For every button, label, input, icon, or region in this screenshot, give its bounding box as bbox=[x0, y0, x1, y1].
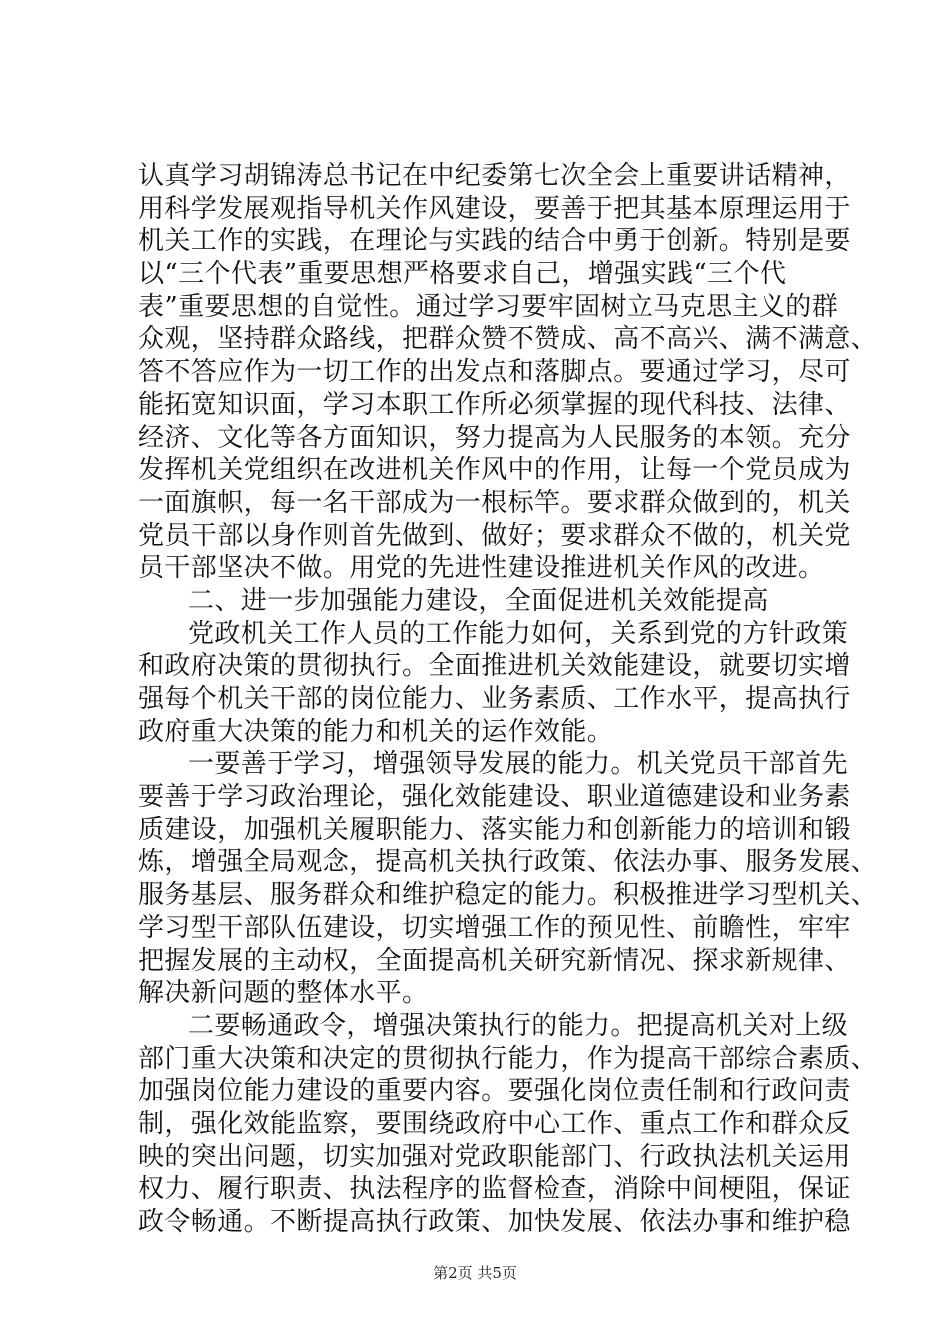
text-line: 二、进一步加强能力建设，全面促进机关效能提高 bbox=[188, 585, 769, 616]
text-line: 制，强化效能监察，要围绕政府中心工作、重点工作和群众反 bbox=[138, 1108, 851, 1139]
text-line: 用科学发展观指导机关作风建设，要善于把其基本原理运用于 bbox=[138, 193, 851, 224]
text-line: 认真学习胡锦涛总书记在中纪委第七次全会上重要讲话精神， bbox=[138, 161, 851, 191]
text-line: 众观，坚持群众路线，把群众赞不赞成、高不高兴、满不满意、 bbox=[138, 324, 878, 355]
text-line: 学习型干部队伍建设，切实增强工作的预见性、前瞻性，牢牢 bbox=[138, 912, 851, 943]
text-line: 表”重要思想的自觉性。通过学习要牢固树立马克思主义的群 bbox=[138, 291, 839, 322]
text-line: 二要畅通政令，增强决策执行的能力。把提高机关对上级 bbox=[188, 1010, 849, 1041]
text-line: 和政府决策的贯彻执行。全面推进机关效能建设，就要切实增 bbox=[138, 651, 851, 682]
text-line: 映的突出问题，切实加强对党政职能部门、行政执法机关运用 bbox=[138, 1141, 851, 1172]
text-line: 党员干部以身作则首先做到、做好；要求群众不做的，机关党 bbox=[138, 520, 851, 551]
text-line: 经济、文化等各方面知识，努力提高为人民服务的本领。充分 bbox=[138, 422, 851, 453]
text-line: 服务基层、服务群众和维护稳定的能力。积极推进学习型机关、 bbox=[138, 880, 878, 911]
page-footer: 第2页 共5页 bbox=[433, 1264, 517, 1282]
document-body bbox=[138, 160, 878, 1239]
text-line: 要善于学习政治理论，强化效能建设、职业道德建设和业务素 bbox=[138, 782, 851, 813]
text-line: 政令畅通。不断提高执行政策、加快发展、依法办事和维护稳 bbox=[138, 1207, 851, 1237]
text-line: 以“三个代表”重要思想严格要求自己，增强实践“三个代 bbox=[138, 259, 787, 290]
text-line: 解决新问题的整体水平。 bbox=[138, 978, 429, 1009]
text-line: 一要善于学习，增强领导发展的能力。机关党员干部首先 bbox=[188, 749, 849, 780]
text-line: 党政机关工作人员的工作能力如何，关系到党的方针政策 bbox=[188, 618, 849, 649]
text-line: 加强岗位能力建设的重要内容。要强化岗位责任制和行政问责 bbox=[138, 1076, 851, 1107]
text-line: 能拓宽知识面，学习本职工作所必须掌握的现代科技、法律、 bbox=[138, 389, 851, 420]
text-line: 机关工作的实践，在理论与实践的结合中勇于创新。特别是要 bbox=[138, 226, 851, 257]
text-line: 把握发展的主动权，全面提高机关研究新情况、探求新规律、 bbox=[138, 945, 851, 976]
text-line: 发挥机关党组织在改进机关作风中的作用，让每一个党员成为 bbox=[138, 455, 851, 486]
text-line: 部门重大决策和决定的贯彻执行能力，作为提高干部综合素质、 bbox=[138, 1043, 878, 1074]
text-line: 答不答应作为一切工作的出发点和落脚点。要通过学习，尽可 bbox=[138, 357, 851, 388]
text-line: 一面旗帜，每一名干部成为一根标竿。要求群众做到的，机关 bbox=[138, 487, 851, 518]
text-line: 炼，增强全局观念，提高机关执行政策、依法办事、服务发展、 bbox=[138, 847, 878, 878]
text-line: 员干部坚决不做。用党的先进性建设推进机关作风的改进。 bbox=[138, 553, 825, 584]
text-line: 质建设，加强机关履职能力、落实能力和创新能力的培训和锻 bbox=[138, 814, 851, 845]
text-line: 权力、履行职责、执法程序的监督检查，消除中间梗阻，保证 bbox=[138, 1174, 851, 1205]
text-line: 政府重大决策的能力和机关的运作效能。 bbox=[138, 716, 614, 747]
text-line: 强每个机关干部的岗位能力、业务素质、工作水平，提高执行 bbox=[138, 684, 851, 714]
